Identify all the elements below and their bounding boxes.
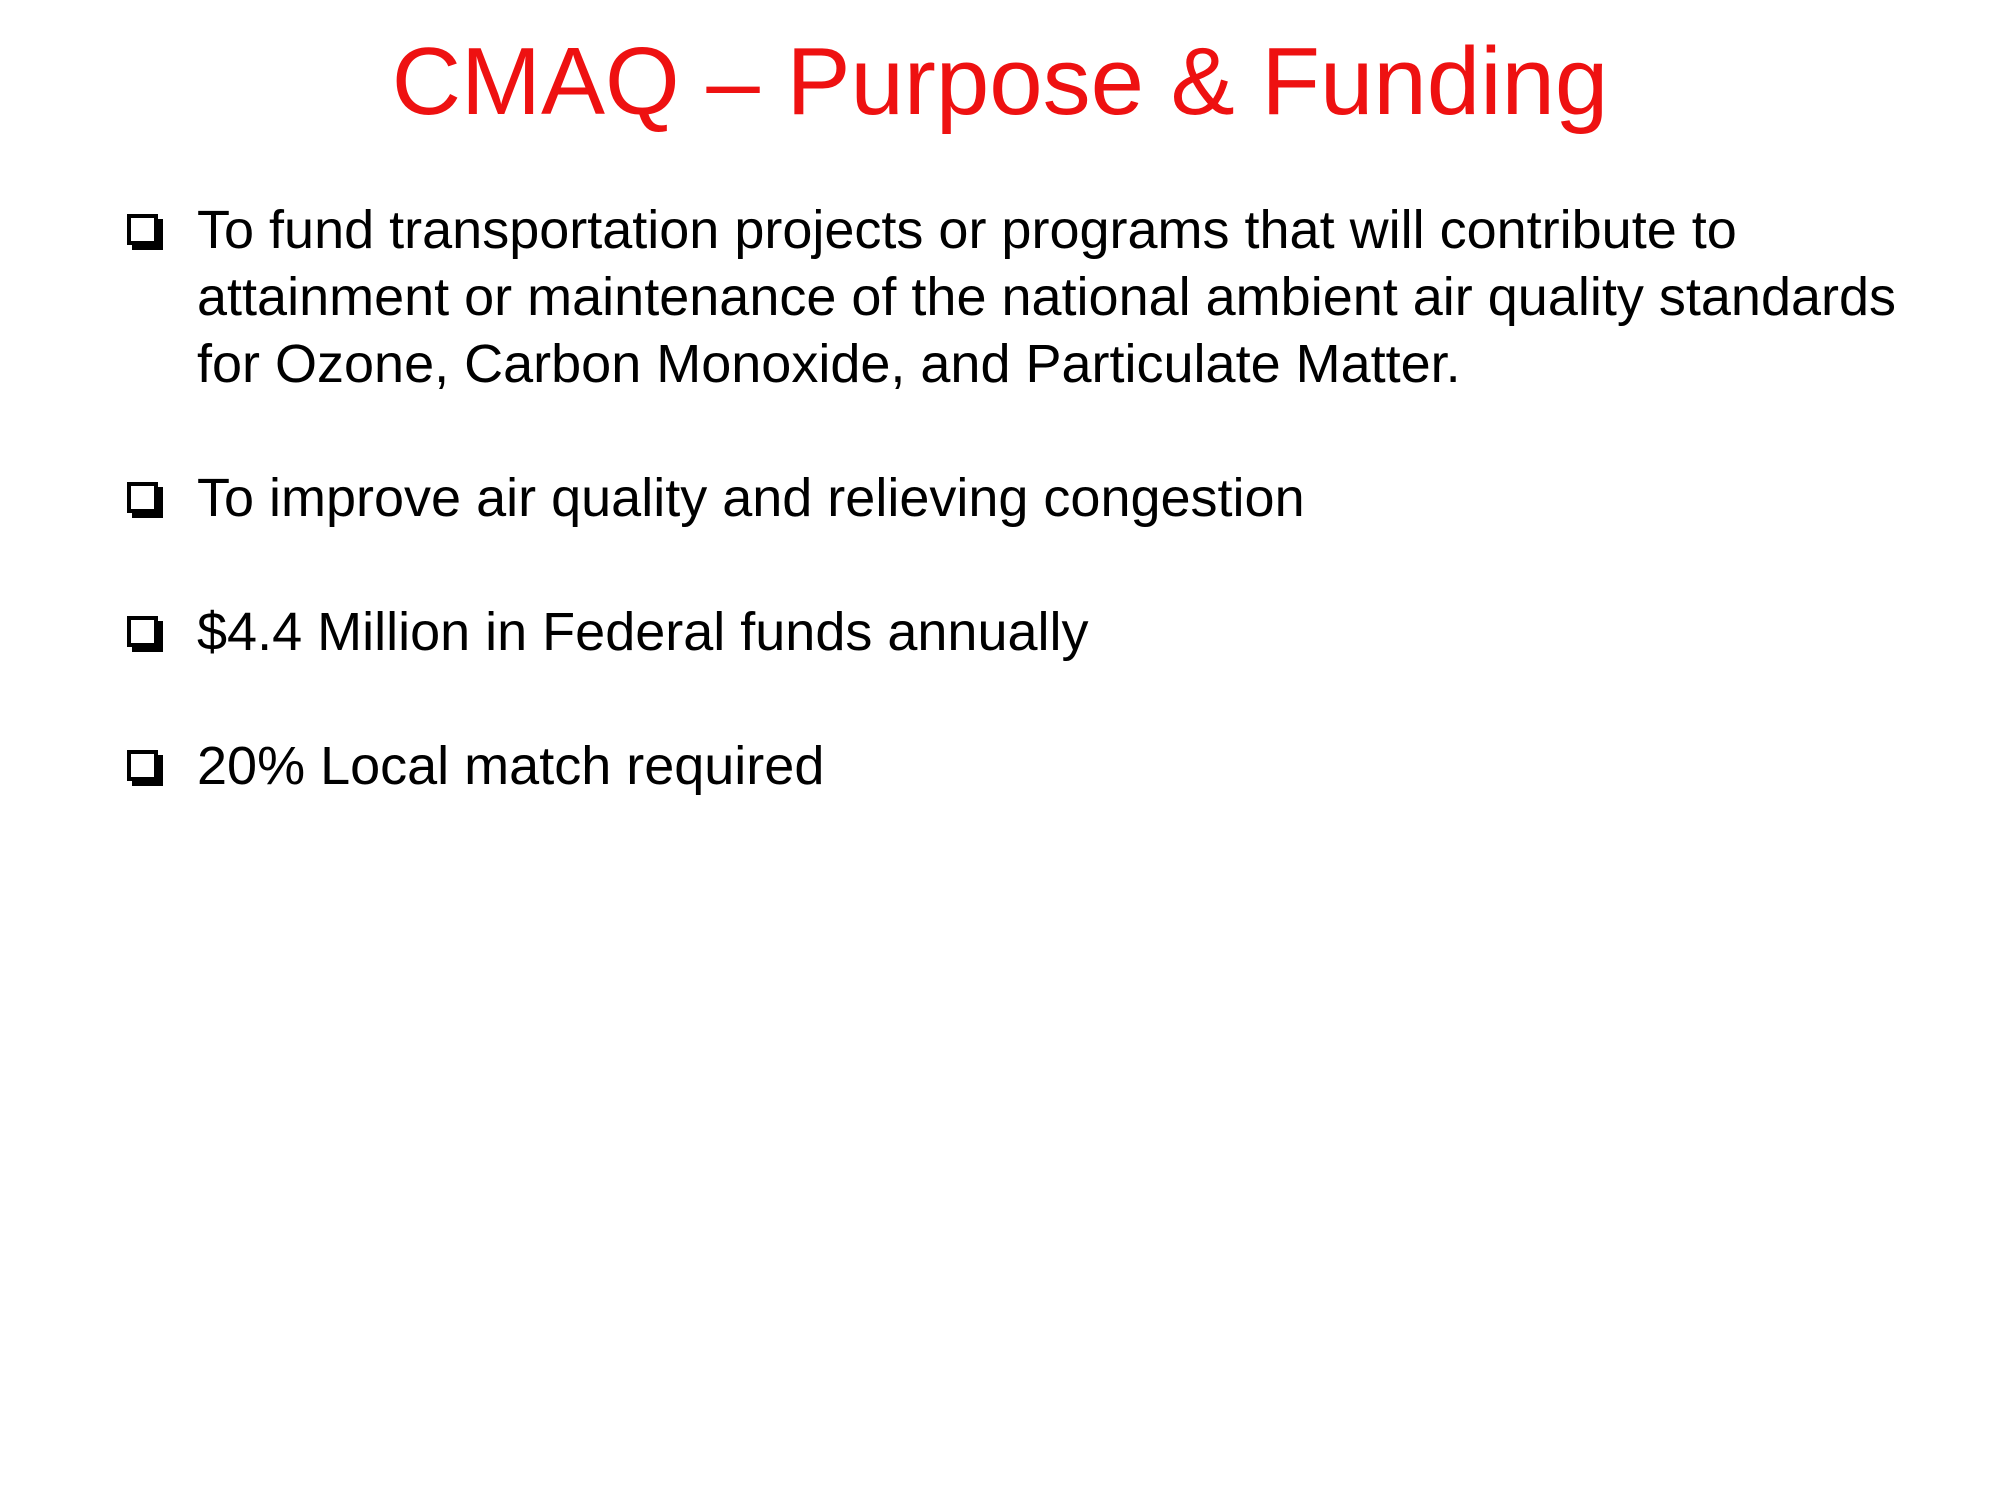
bullet-text: 20% Local match required: [197, 736, 825, 796]
bullet-item: [125, 465, 1925, 532]
bullet-text: To fund transportation projects or programs that will contribute to attainment or maintenance of the national ambient air quality standards for Ozone, Carbon Monoxide, and Particulate Matter.: [197, 200, 1897, 394]
bullet-item: [125, 197, 1925, 398]
bullet-item: [125, 599, 1925, 666]
bullet-text: $4.4 Million in Federal funds annually: [197, 602, 1089, 662]
bullet-list: [125, 197, 1925, 867]
checkbox-bullet-icon: [127, 214, 158, 245]
bullet-item: [125, 733, 1925, 800]
bullet-text: To improve air quality and relieving congestion: [197, 468, 1305, 528]
checkbox-bullet-icon: [127, 482, 158, 513]
checkbox-bullet-icon: [127, 750, 158, 781]
slide-title: CMAQ – Purpose & Funding: [391, 28, 1609, 135]
checkbox-bullet-icon: [127, 616, 158, 647]
